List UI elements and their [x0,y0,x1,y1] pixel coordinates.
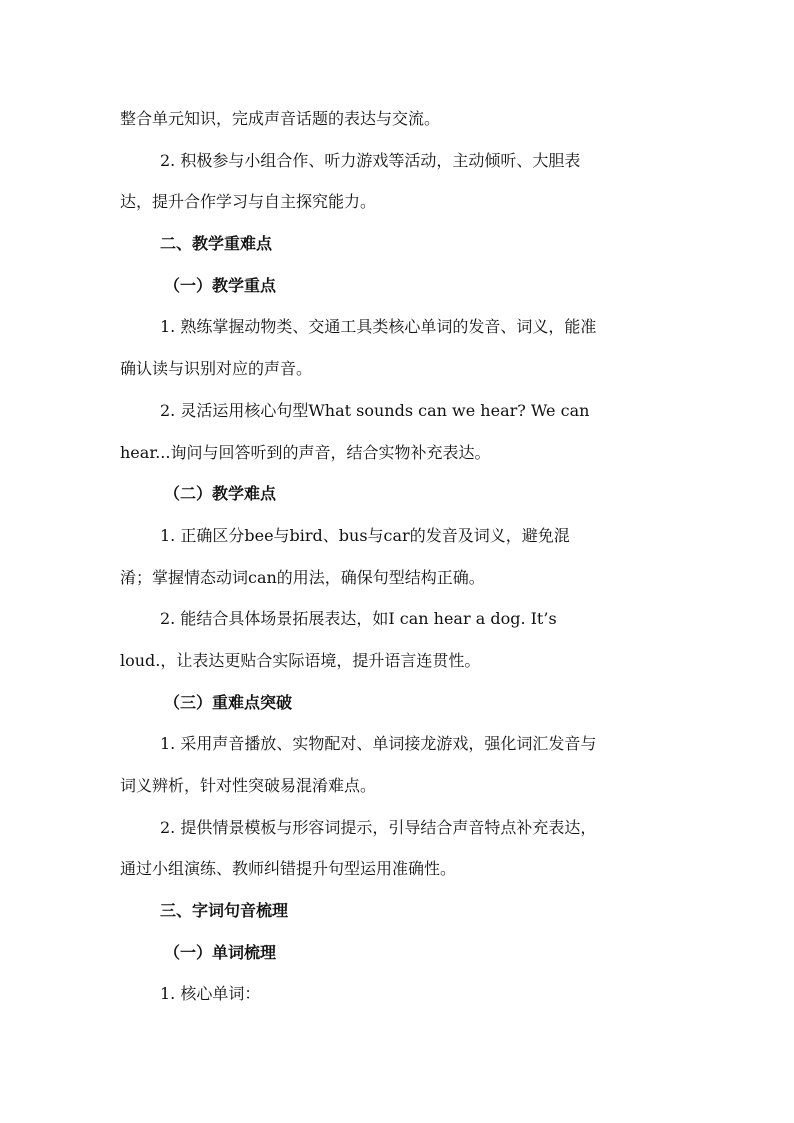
paragraph-line: 通过小组演练、教师纠错提升句型运用准确性。 [120,859,457,879]
paragraph-line: 词义辨析，针对性突破易混淆难点。 [120,776,377,795]
list-item-line: 2. 提供情景模板与形容词提示，引导结合声音特点补充表达， [160,817,597,837]
document-body [120,98,680,1015]
list-item-line: 1. 采用声音播放、实物配对、单词接龙游戏，强化词汇发音与 [160,734,597,754]
paragraph-line: loud.，让表达更贴合实际语境，提升语言连贯性。 [120,650,481,670]
paragraph-line: 淆；掌握情态动词can的用法，确保句型结构正确。 [120,567,485,587]
paragraph-line: 整合单元知识，完成声音话题的表达与交流。 [120,109,441,128]
list-item-line: 1. 熟练掌握动物类、交通工具类核心单词的发音、词义，能准 [160,317,597,337]
list-item-line: 2. 积极参与小组合作、听力游戏等活动，主动倾听、大胆表 [160,150,581,170]
paragraph-line: hear...询问与回答听到的声音，结合实物补充表达。 [120,442,491,462]
list-item-line: 2. 灵活运用核心句型What sounds can we hear? We can [160,400,590,420]
subsection-heading: （三）重难点突破 [164,692,293,712]
subsection-heading: （一）单词梳理 [164,942,277,962]
subsection-heading: （一）教学重点 [164,275,277,295]
paragraph-line: 确认读与识别对应的声音。 [120,359,313,379]
list-item-line: 1. 正确区分bee与bird、bus与car的发音及词义，避免混 [160,525,570,545]
section-heading: 三、字词句音梳理 [160,901,289,921]
list-item-line: 1. 核心单词： [160,984,261,1004]
section-heading: 二、教学重难点 [160,234,273,254]
paragraph-line: 达，提升合作学习与自主探究能力。 [120,192,377,212]
subsection-heading: （二）教学难点 [164,484,277,504]
list-item-line: 2. 能结合具体场景拓展表达，如I can hear a dog. It’s [160,609,557,629]
